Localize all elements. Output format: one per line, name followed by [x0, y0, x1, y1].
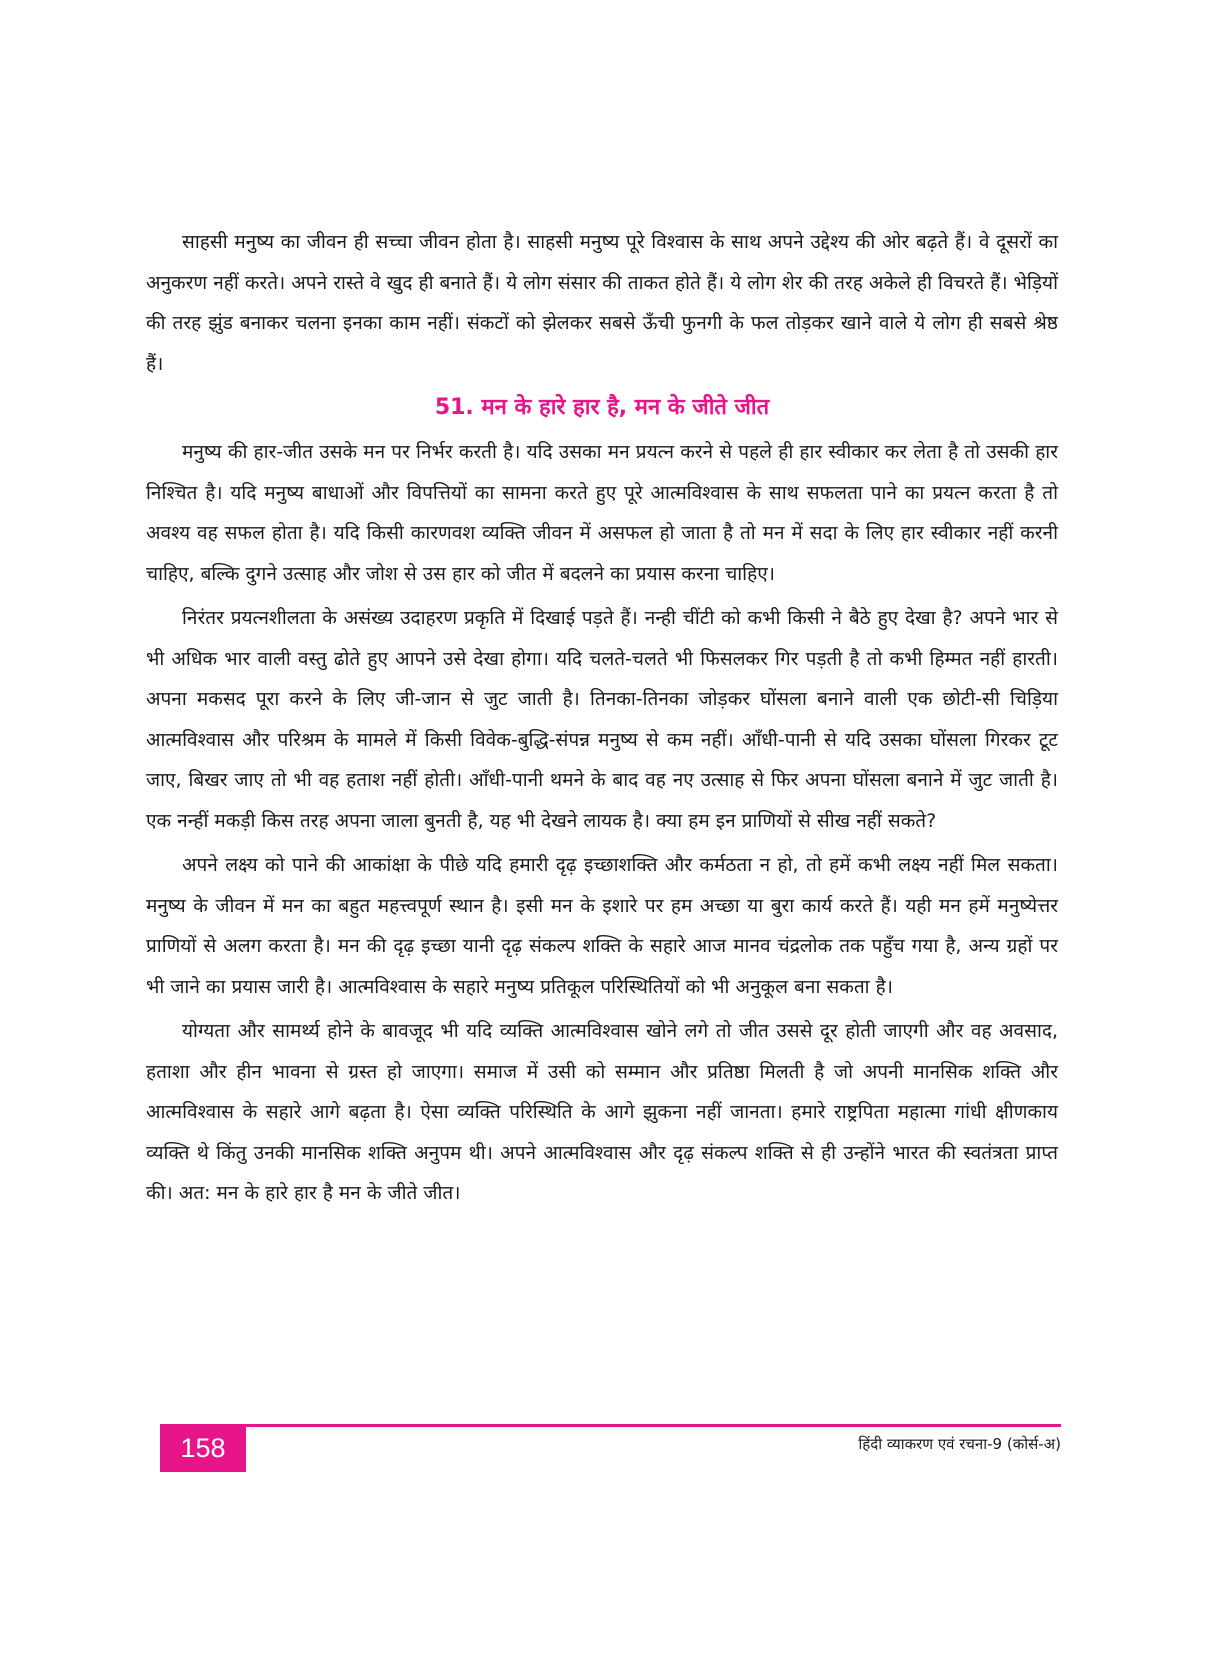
footer-rule [160, 1424, 1061, 1427]
page-number: 158 [160, 1424, 246, 1472]
essay-paragraph-4: योग्यता और सामर्थ्य होने के बावजूद भी यदि व्यक्ति आत्मविश्वास खोने लगे तो जीत उससे दूर होती जाएगी और वह अवसाद, हताशा और हीन भावना से ग्रस्त हो जाएगा। समाज में उसी को सम्मान और प्रतिष्ठा मिलती है जो अपनी मानसिक शक्ति और आत्मविश्वास के सहारे आगे बढ़ता है। ऐसा व्यक्ति परिस्थिति के आगे झुकना नहीं जानता। हमारे राष्ट्रपिता महात्मा गांधी क्षीणकाय व्यक्ति थे किंतु उनकी मानसिक शक्ति अनुपम थी। अपने आत्मविश्वास और दृढ़ संकल्प शक्ति से ही उन्होंने भारत की स्वतंत्रता प्राप्त की। अत: मन के हारे हार है मन के जीते जीत। [146, 1020, 1058, 1204]
intro-paragraph: साहसी मनुष्य का जीवन ही सच्चा जीवन होता है। साहसी मनुष्य पूरे विश्वास के साथ अपने उद्देश्य की ओर बढ़ते हैं। वे दूसरों का अनुकरण नहीं करते। अपने रास्ते वे खुद ही बनाते हैं। ये लोग संसार की ताकत होते हैं। ये लोग शेर की तरह अकेले ही विचरते हैं। भेड़ियों की तरह झुंड बनाकर चलना इनका काम नहीं। संकटों को झेलकर सबसे ऊँची फुनगी के फल तोड़कर खाने वाले ये लोग ही सबसे श्रेष्ठ हैं। [146, 231, 1058, 375]
essay-paragraph-3: अपने लक्ष्य को पाने की आकांक्षा के पीछे यदि हमारी दृढ़ इच्छाशक्ति और कर्मठता न हो, तो हमें कभी लक्ष्य नहीं मिल सकता। मनुष्य के जीवन में मन का बहुत महत्त्वपूर्ण स्थान है। इसी मन के इशारे पर हम अच्छा या बुरा कार्य करते हैं। यही मन हमें मनुष्येत्तर प्राणियों से अलग करता है। मन की दृढ़ इच्छा यानी दृढ़ संकल्प शक्ति के सहारे आज मानव चंद्रलोक तक पहुँच गया है, अन्य ग्रहों पर भी जाने का प्रयास जारी है। आत्मविश्वास के सहारे मनुष्य प्रतिकूल परिस्थितियों को भी अनुकूल बना सकता है। [146, 854, 1058, 998]
essay-paragraph-1: मनुष्य की हार-जीत उसके मन पर निर्भर करती है। यदि उसका मन प्रयत्न करने से पहले ही हार स्वीकार कर लेता है तो उसकी हार निश्चित है। यदि मनुष्य बाधाओं और विपत्तियों का सामना करते हुए पूरे आत्मविश्वास के साथ सफलता पाने का प्रयत्न करता है तो अवश्य वह सफल होता है। यदि किसी कारणवश व्यक्ति जीवन में असफल हो जाता है तो मन में सदा के लिए हार स्वीकार नहीं करनी चाहिए, बल्कि दुगने उत्साह और जोश से उस हार को जीत में बदलने का प्रयास करना चाहिए। [146, 441, 1058, 585]
page-content [146, 222, 1058, 1218]
book-title: हिंदी व्याकरण एवं रचना-9 (कोर्स-अ) [858, 1435, 1061, 1453]
essay-heading: 51. मन के हारे हार है, मन के जीते जीत [434, 395, 770, 420]
essay-paragraph-2: निरंतर प्रयत्नशीलता के असंख्य उदाहरण प्रकृति में दिखाई पड़ते हैं। नन्ही चींटी को कभी किसी ने बैठे हुए देखा है? अपने भार से भी अधिक भार वाली वस्तु ढोते हुए आपने उसे देखा होगा। यदि चलते-चलते भी फिसलकर गिर पड़ती है तो कभी हिम्मत नहीं हारती। अपना मकसद पूरा करने के लिए जी-जान से जुट जाती है। तिनका-तिनका जोड़कर घोंसला बनाने वाली एक छोटी-सी चिड़िया आत्मविश्वास और परिश्रम के मामले में किसी विवेक-बुद्धि-संपन्न मनुष्य से कम नहीं। आँधी-पानी से यदि उसका घोंसला गिरकर टूट जाए, बिखर जाए तो भी वह हताश नहीं होती। आँधी-पानी थमने के बाद वह नए उत्साह से फिर अपना घोंसला बनाने में जुट जाती है। एक नन्हीं मकड़ी किस तरह अपना जाला बुनती है, यह भी देखने लायक है। क्या हम इन प्राणियों से सीख नहीं सकते? [146, 607, 1058, 832]
